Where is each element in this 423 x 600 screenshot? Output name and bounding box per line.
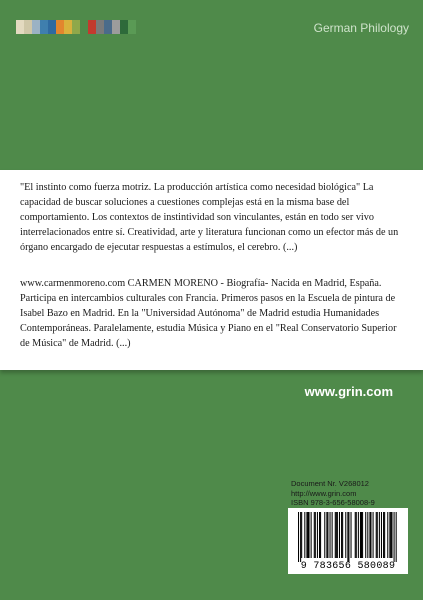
barcode-bar — [335, 512, 336, 558]
barcode-bar — [348, 512, 349, 562]
barcode-bar — [319, 512, 320, 558]
stripe-0 — [16, 20, 24, 34]
barcode-digits: 9 783656 580089 — [300, 561, 396, 572]
barcode-bar — [337, 512, 338, 558]
stripe-6 — [64, 20, 72, 34]
barcode-bar — [358, 512, 359, 558]
barcode-bar — [311, 512, 312, 558]
barcode-bar — [345, 512, 346, 558]
barcode-bar — [347, 512, 348, 562]
document-number: Document Nr. V268012 — [291, 479, 369, 488]
barcode-bar — [317, 512, 318, 558]
cover-top-bar — [0, 0, 423, 38]
barcode-bar — [309, 512, 310, 558]
barcode-bar — [367, 512, 368, 558]
barcode-bar — [306, 512, 307, 558]
barcode-bar — [315, 512, 316, 558]
barcode-bar — [365, 512, 366, 558]
stripe-7 — [72, 20, 80, 34]
color-stripe-logo — [16, 20, 136, 34]
publisher-website: http://www.grin.com — [291, 488, 357, 498]
barcode-bar — [362, 512, 363, 558]
barcode-bar — [376, 512, 377, 558]
barcode-bar — [394, 512, 395, 562]
barcode-bar — [314, 512, 315, 558]
barcode-bar — [304, 512, 305, 558]
barcode-bar — [390, 512, 391, 558]
stripe-2 — [32, 20, 40, 34]
stripe-8 — [80, 20, 88, 34]
barcode-bar — [332, 512, 333, 558]
stripe-9 — [88, 20, 96, 34]
barcode-bar — [324, 512, 325, 558]
stripe-13 — [120, 20, 128, 34]
barcode-bar — [351, 512, 352, 558]
barcode-bar — [356, 512, 357, 558]
barcode-bars — [288, 508, 408, 562]
barcode-bar — [330, 512, 331, 558]
barcode-bar — [379, 512, 380, 558]
barcode-bar — [298, 512, 299, 562]
stripe-12 — [112, 20, 120, 34]
barcode-bar — [391, 512, 392, 558]
stripe-14 — [128, 20, 136, 34]
stripe-3 — [40, 20, 48, 34]
series-label: German Philology — [313, 21, 409, 35]
barcode-bar — [387, 512, 388, 558]
barcode-bar — [370, 512, 371, 558]
barcode-bar — [381, 512, 382, 558]
barcode-bar — [389, 512, 390, 558]
barcode-bar — [326, 512, 327, 558]
document-info — [291, 479, 375, 508]
stripe-11 — [104, 20, 112, 34]
book-blurb: "El instinto como fuerza motriz. La producción artística como necesidad biológica" La capacidad de buscar soluciones a cuestiones complejas está en la misma base del comportamiento. Los contextos de instintividad son vinculantes, están en todo ser vivo interrelacionados entre sí. Creatividad, arte y literatura funcionan como un efector más de un órgano encargado de ejecutar respuestas a estímulos, el cerebro. (...) — [20, 182, 399, 253]
stripe-1 — [24, 20, 32, 34]
stripe-5 — [56, 20, 64, 34]
barcode-bar — [341, 512, 342, 558]
isbn-number: ISBN 978-3-656-58008-9 — [291, 498, 375, 508]
barcode-bar — [307, 512, 308, 558]
barcode-bar — [336, 512, 337, 558]
publisher-url[interactable]: www.grin.com — [304, 384, 393, 399]
barcode-bar — [339, 512, 340, 558]
isbn-barcode — [288, 508, 408, 574]
barcode-bar — [355, 512, 356, 558]
barcode-bar — [342, 512, 343, 558]
barcode-bar — [327, 512, 328, 558]
stripe-10 — [96, 20, 104, 34]
barcode-bar — [384, 512, 385, 558]
barcode-bar — [369, 512, 370, 558]
barcode-bar — [373, 512, 374, 558]
author-bio: www.carmenmoreno.com CARMEN MORENO - Biografía- Nacida en Madrid, España. Participa en intercambios culturales con Francia. Primeros pasos en la Escuela de pintura de Isabel Bazo en Madrid. En la "Universidad Autónoma" de Madrid estudia Humanidades Contemporáneas. Paralelamente, estudia Música y Piano en el "Real Conservatorio Superior de Música" de Madrid. (...) — [20, 278, 397, 349]
stripe-4 — [48, 20, 56, 34]
barcode-bar — [360, 512, 361, 558]
barcode-bar — [383, 512, 384, 558]
barcode-bar — [396, 512, 397, 562]
barcode-bar — [320, 512, 321, 558]
barcode-bar — [300, 512, 301, 562]
barcode-bar — [377, 512, 378, 558]
barcode-bar — [301, 512, 302, 558]
barcode-bar — [361, 512, 362, 558]
